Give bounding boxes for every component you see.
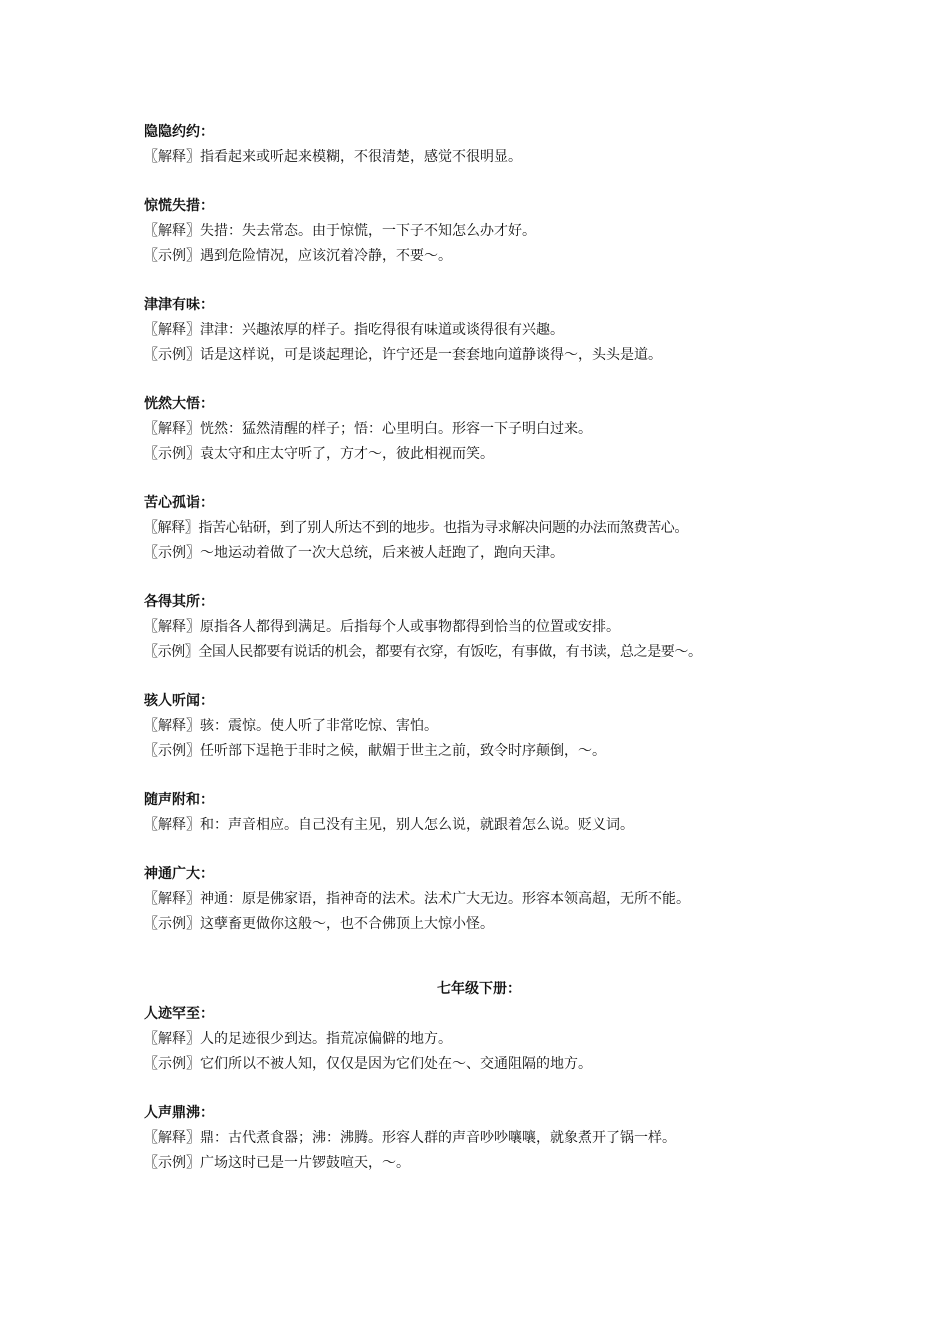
idiom-example: 〖示例〗～地运动着做了一次大总统，后来被人赶跑了，跑向天津。 bbox=[144, 545, 564, 561]
idiom-explanation: 〖解释〗原指各人都得到满足。后指每个人或事物都得到恰当的位置或安排。 bbox=[144, 619, 620, 635]
idiom-example: 〖示例〗全国人民都要有说话的机会，都要有衣穿，有饭吃，有事做，有书读，总之是要～。 bbox=[144, 644, 702, 660]
idiom-entry bbox=[144, 491, 814, 566]
idiom-explanation: 〖解释〗失措：失去常态。由于惊慌，一下子不知怎么办才好。 bbox=[144, 223, 536, 239]
idiom-entry bbox=[144, 392, 814, 467]
idiom-explanation: 〖解释〗人的足迹很少到达。指荒凉偏僻的地方。 bbox=[144, 1031, 452, 1047]
section-heading: 七年级下册： bbox=[437, 981, 521, 997]
idiom-term: 隐隐约约： bbox=[144, 124, 214, 140]
idiom-explanation: 〖解释〗指苦心钻研，到了别人所达不到的地步。也指为寻求解决问题的办法而煞费苦心。 bbox=[144, 520, 688, 536]
idiom-term: 津津有味： bbox=[144, 297, 214, 313]
idiom-entry bbox=[144, 194, 814, 269]
idiom-example: 〖示例〗话是这样说，可是谈起理论，许宁还是一套套地向道静谈得～，头头是道。 bbox=[144, 347, 662, 363]
idiom-entry bbox=[144, 1002, 814, 1077]
idiom-term: 骇人听闻： bbox=[144, 693, 214, 709]
idiom-explanation: 〖解释〗和：声音相应。自己没有主见，别人怎么说，就跟着怎么说。贬义词。 bbox=[144, 817, 634, 833]
idiom-example: 〖示例〗遇到危险情况，应该沉着冷静，不要～。 bbox=[144, 248, 452, 264]
idiom-explanation: 〖解释〗骇：震惊。使人听了非常吃惊、害怕。 bbox=[144, 718, 438, 734]
idiom-explanation: 〖解释〗指看起来或听起来模糊，不很清楚，感觉不很明显。 bbox=[144, 149, 522, 165]
idiom-term: 恍然大悟： bbox=[144, 396, 214, 412]
idiom-example: 〖示例〗广场这时已是一片锣鼓喧天，～。 bbox=[144, 1155, 410, 1171]
idiom-entry bbox=[144, 862, 814, 937]
idiom-term: 惊慌失措： bbox=[144, 198, 214, 214]
idiom-explanation: 〖解释〗鼎：古代煮食器；沸：沸腾。形容人群的声音吵吵嚷嚷，就象煮开了锅一样。 bbox=[144, 1130, 676, 1146]
idiom-entry bbox=[144, 1101, 814, 1176]
idiom-entry bbox=[144, 293, 814, 368]
document-page bbox=[144, 120, 814, 1200]
idiom-term: 人声鼎沸： bbox=[144, 1105, 214, 1121]
idiom-entry bbox=[144, 120, 814, 170]
idiom-explanation: 〖解释〗津津：兴趣浓厚的样子。指吃得很有味道或谈得很有兴趣。 bbox=[144, 322, 564, 338]
idiom-entry bbox=[144, 689, 814, 764]
idiom-term: 各得其所： bbox=[144, 594, 214, 610]
idiom-term: 苦心孤诣： bbox=[144, 495, 214, 511]
idiom-example: 〖示例〗这孽畜更做你这般～，也不合佛顶上大惊小怪。 bbox=[144, 916, 494, 932]
idiom-entry bbox=[144, 788, 814, 838]
idiom-example: 〖示例〗袁太守和庄太守听了，方才～，彼此相视而笑。 bbox=[144, 446, 494, 462]
idiom-example: 〖示例〗它们所以不被人知，仅仅是因为它们处在～、交通阻隔的地方。 bbox=[144, 1056, 592, 1072]
idiom-example: 〖示例〗任听部下逞艳于非时之候，献媚于世主之前，致令时序颠倒，～。 bbox=[144, 743, 606, 759]
idiom-entry bbox=[144, 590, 814, 665]
idiom-term: 人迹罕至： bbox=[144, 1006, 214, 1022]
idiom-explanation: 〖解释〗恍然：猛然清醒的样子；悟：心里明白。形容一下子明白过来。 bbox=[144, 421, 592, 437]
idiom-term: 随声附和： bbox=[144, 792, 214, 808]
idiom-explanation: 〖解释〗神通：原是佛家语，指神奇的法术。法术广大无边。形容本领高超，无所不能。 bbox=[144, 891, 690, 907]
idiom-term: 神通广大： bbox=[144, 866, 214, 882]
